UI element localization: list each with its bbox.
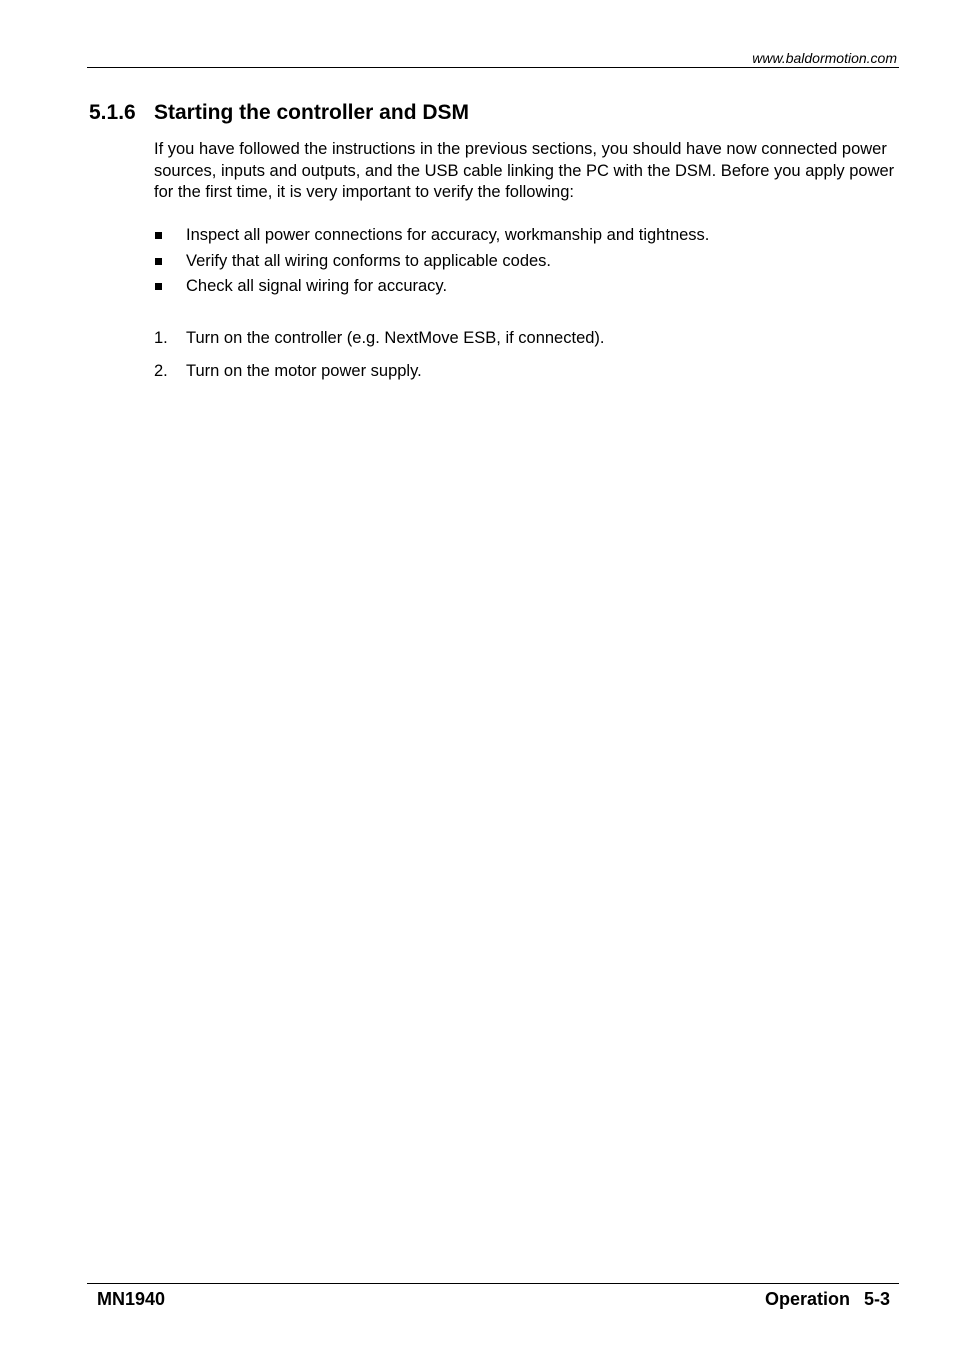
intro-paragraph: If you have followed the instructions in the previous sections, you should have now connected power sources, inputs and outputs, and the USB cable linking the PC with the DSM. Before you apply power for the first time, it is very important to verify the following:: [154, 140, 895, 201]
check-text: Verify that all wiring conforms to applicable codes.: [186, 251, 552, 270]
list-item: [154, 276, 899, 302]
checks-list: [154, 225, 899, 302]
list-item: [154, 225, 899, 251]
check-text: Check all signal wiring for accuracy.: [186, 277, 448, 295]
header-url: www.baldormotion.com: [752, 50, 897, 66]
step-text: Turn on the motor power supply.: [186, 362, 422, 380]
check-text: Inspect all power connections for accuracy, workmanship and tightness.: [186, 226, 710, 244]
square-bullet-icon: [155, 283, 162, 290]
footer-page-number: 5-3: [863, 1289, 890, 1309]
list-item: [154, 251, 899, 277]
square-bullet-icon: [155, 258, 162, 265]
section-number: 5.1.6: [89, 101, 136, 124]
header-rule: [87, 67, 899, 68]
footer-manual-number: MN1940: [97, 1289, 166, 1309]
footer-rule: [87, 1283, 899, 1284]
section-heading: [89, 101, 469, 125]
footer-page-info: [765, 1289, 890, 1310]
step-number: 2.: [154, 362, 168, 380]
step-item: [154, 328, 899, 361]
step-item: [154, 361, 899, 394]
footer-chapter: Operation: [764, 1289, 850, 1309]
square-bullet-icon: [155, 232, 162, 239]
steps-list: [154, 328, 899, 394]
section-title: Starting the controller and DSM: [154, 101, 470, 124]
step-number: 1.: [154, 329, 168, 347]
step-text: Turn on the controller (e.g. NextMove ESB, if connected).: [186, 329, 605, 347]
